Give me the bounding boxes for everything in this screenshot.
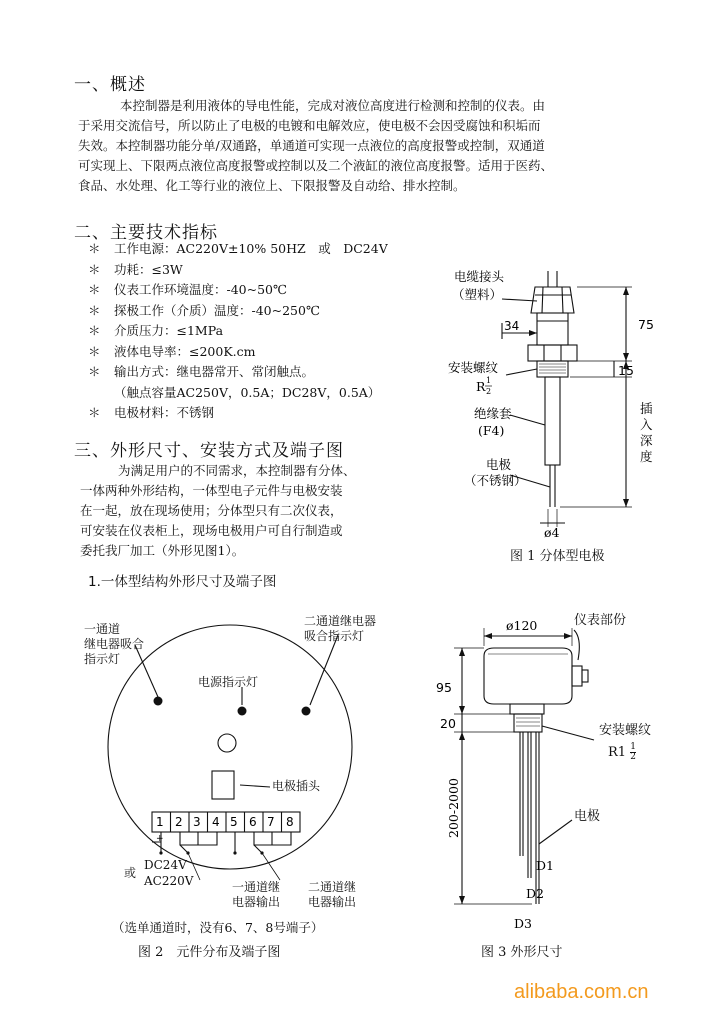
label-line: 吸合指示灯	[304, 629, 365, 643]
spec-text: 输出方式：继电器常开、常闭触点。	[114, 364, 315, 379]
terminal-6: 6	[249, 815, 257, 829]
spec-item	[88, 362, 448, 383]
fig3-thread-label: 安装螺纹	[599, 723, 652, 738]
label-line: 二通道继电器	[304, 614, 377, 628]
para-line: 可实现上、下限两点液位高度报警或控制以及二个液缸的液位高度报警。适用于医药、	[78, 158, 554, 173]
spec-text: （触点容量AC250V，0.5A；DC28V，0.5A）	[114, 384, 381, 400]
watermark: alibaba.com.cn	[514, 981, 649, 1003]
thread-spec-text: R1	[608, 745, 627, 760]
insert-depth-2: 入	[640, 417, 653, 432]
label-line: 一通道继	[232, 880, 281, 894]
dim-20: 20	[440, 716, 456, 731]
figure2-caption: 图 2 元件分布及端子图	[138, 945, 281, 960]
instrument-part-label: 仪表部份	[574, 613, 627, 628]
electrode-material: （不锈钢）	[464, 473, 527, 488]
spec-text: 探极工作（介质）温度：-40~250℃	[114, 302, 320, 318]
spec-item	[88, 383, 448, 404]
para-line: 本控制器是利用液体的导电性能，完成对液位高度进行检测和控制的仪表。由	[120, 98, 546, 113]
dim-phi4: ø4	[544, 525, 560, 540]
label-line: 一通道	[84, 622, 121, 636]
electrode-label: 电极	[486, 457, 512, 472]
dim-phi120: ø120	[506, 618, 538, 633]
star-bullet: ＊	[88, 241, 101, 256]
terminal-3: 3	[193, 815, 201, 829]
spec-text: 介质压力：≤1MPa	[114, 323, 224, 338]
para-line: 可安装在仪表柜上，现场电极用户可自行制造或	[80, 523, 343, 538]
ch2-output-label	[308, 880, 356, 910]
spec-item	[88, 403, 448, 424]
para-line: 在一起，放在现场使用；分体型只有二次仪表，	[80, 503, 343, 518]
spec-item	[88, 280, 448, 301]
section3-paragraph	[80, 461, 430, 561]
para-line: 食品、水处理、化工等行业的液位上、下限报警及自动给、排水控制。	[78, 178, 466, 193]
para-line: 一体两种外形结构，一体型电子元件与电极安装	[80, 483, 343, 498]
frac-den: 2	[630, 752, 636, 762]
label-line: 电器输出	[308, 895, 357, 909]
terminal-1: 1	[156, 815, 164, 829]
fig3-thread-spec	[608, 743, 636, 762]
para-line: 于采用交流信号，所以防止了电极的电镀和电解效应，使电极不会因受腐蚀和积垢而	[78, 118, 541, 133]
ch1-output-label	[232, 880, 280, 910]
thread-fraction	[630, 743, 636, 762]
electrode-socket-label: 电极插头	[272, 779, 321, 793]
figure1-caption: 图 1 分体型电极	[510, 549, 605, 564]
spec-item	[88, 301, 448, 322]
thread-spec: R	[476, 379, 486, 394]
thread-frac-num: 1	[486, 376, 492, 385]
spec-text: 工作电源：AC220V±10% 50HZ 或 DC24V	[114, 241, 388, 256]
insert-depth-1: 插	[640, 401, 653, 416]
spec-text: 功耗：≤3W	[114, 261, 183, 277]
spec-text: 仪表工作环境温度：-40~50℃	[114, 282, 287, 297]
section2-title: 二、主要技术指标	[74, 223, 218, 243]
dim-34: 34	[504, 319, 520, 333]
d2-label: D2	[526, 886, 544, 901]
cable-joint-label: 电缆接头	[454, 269, 505, 284]
dim-15: 15	[618, 363, 634, 378]
terminal-2: 2	[175, 815, 183, 829]
ch1-relay-light-label	[84, 622, 144, 667]
cable-joint-material: （塑料）	[452, 287, 503, 302]
section3-subtitle: 1.一体型结构外形尺寸及端子图	[88, 574, 277, 590]
para-line: 失效。本控制器功能分单/双通路，单通道可实现一点液位的高度报警或控制，双通道	[78, 138, 545, 153]
terminal-5: 5	[230, 815, 238, 829]
label-line: 二通道继	[308, 880, 357, 894]
insert-depth-3: 深	[640, 433, 653, 448]
spec-item	[88, 260, 448, 281]
power-light-label: 电源指示灯	[198, 675, 259, 689]
figure3-diagram	[432, 608, 662, 938]
terminal-note: （选单通道时，没有6、7、8号端子）	[112, 920, 324, 935]
thread-frac-den: 2	[486, 387, 492, 396]
frac-num: 1	[630, 742, 636, 752]
figure3-caption: 图 3 外形尺寸	[481, 945, 563, 960]
star-bullet: ＊	[88, 343, 101, 359]
label-line: 电器输出	[232, 895, 281, 909]
star-bullet: ＊	[88, 364, 101, 379]
or-label: 或	[124, 866, 137, 880]
ch2-relay-light-label	[304, 614, 376, 644]
spec-text: 液体电导率：≤200K.cm	[114, 343, 256, 359]
para-line: 委托我厂加工（外形见图1）。	[80, 543, 245, 558]
thread-label: 安装螺纹	[448, 360, 499, 375]
terminal-8: 8	[286, 815, 294, 829]
d1-label: D1	[536, 858, 554, 873]
insulation-material: (F4)	[478, 423, 505, 438]
dim-95: 95	[436, 680, 452, 695]
insert-depth-4: 度	[640, 449, 653, 464]
dc24v-label: DC24V	[144, 858, 187, 872]
spec-item	[88, 342, 448, 363]
dim-75: 75	[638, 317, 654, 332]
spec-item	[88, 321, 448, 342]
fig3-electrode-label: 电极	[574, 809, 601, 824]
figure1-diagram	[440, 265, 690, 575]
plus-sign: +	[156, 834, 164, 844]
para-line: 为满足用户的不同需求，本控制器有分体、	[118, 463, 356, 478]
ac220v-label: AC220V	[144, 874, 194, 888]
section3-title: 三、外形尺寸、安装方式及端子图	[74, 441, 344, 461]
spec-text: 电极材料：不锈钢	[114, 405, 215, 420]
label-line: 指示灯	[84, 652, 121, 666]
section1-title: 一、概述	[74, 75, 146, 95]
spec-item	[88, 239, 448, 260]
dim-length: 200-2000	[446, 778, 461, 838]
spec-list	[88, 239, 448, 424]
terminal-4: 4	[212, 815, 220, 829]
star-bullet: ＊	[88, 282, 101, 297]
star-bullet: ＊	[88, 302, 101, 318]
insulation-label: 绝缘套	[474, 406, 512, 421]
d3-label: D3	[514, 916, 532, 931]
section1-paragraph	[78, 96, 678, 196]
label-line: 继电器吸合	[84, 637, 145, 651]
star-bullet: ＊	[88, 323, 101, 338]
star-bullet: ＊	[88, 261, 101, 277]
star-bullet: ＊	[88, 405, 101, 420]
terminal-7: 7	[267, 815, 275, 829]
